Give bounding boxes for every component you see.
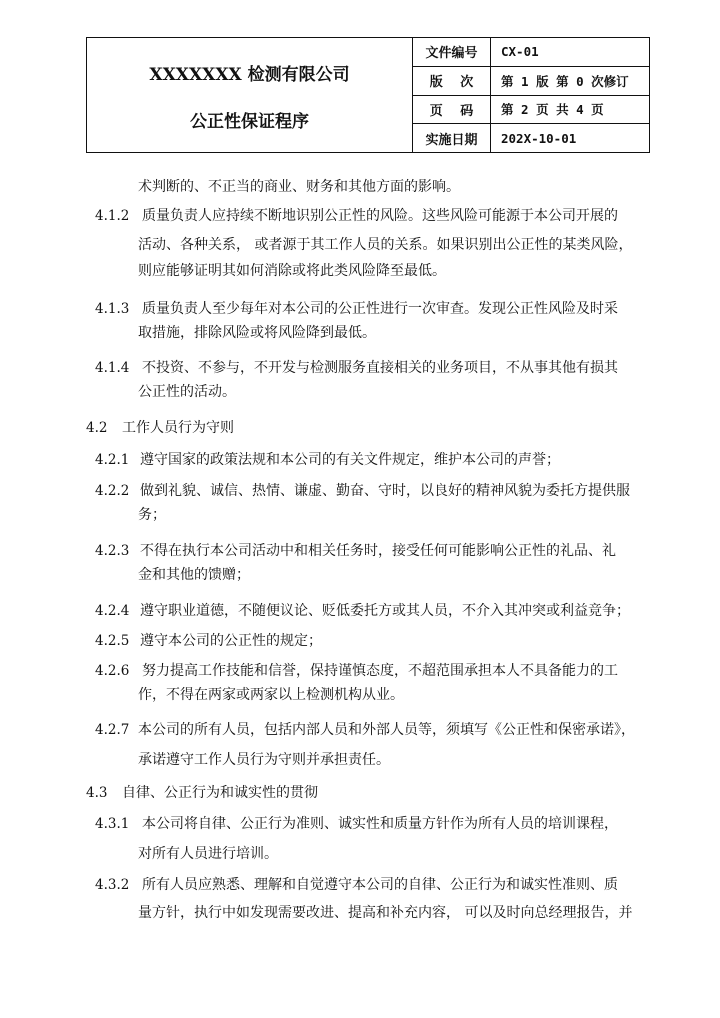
section-number: 4.2 bbox=[86, 420, 108, 436]
clause-text-line: 金和其他的馈赠； bbox=[138, 567, 250, 583]
clause-text-line: 公正性的活动。 bbox=[138, 384, 236, 400]
header-key: 版 次 bbox=[413, 67, 491, 95]
header-key: 文件编号 bbox=[413, 38, 491, 66]
clause-number: 4.1.3 bbox=[95, 301, 130, 317]
clause-text-line: 不得在执行本公司活动中和相关任务时，接受任何可能影响公正性的礼品、礼 bbox=[140, 543, 616, 559]
header-title-cell bbox=[87, 38, 413, 152]
section-number: 4.3 bbox=[86, 785, 108, 801]
section-heading: 工作人员行为守则 bbox=[122, 420, 234, 436]
clause-text-line: 对所有人员进行培训。 bbox=[138, 846, 278, 862]
clause-text-line: 不投资、不参与，不开发与检测服务直接相关的业务项目，不从事其他有损其 bbox=[142, 360, 618, 376]
header-row-page bbox=[413, 96, 649, 125]
clause-number: 4.2.6 bbox=[95, 663, 130, 679]
clause-number: 4.2.4 bbox=[95, 603, 130, 619]
clause-number: 4.2.2 bbox=[95, 483, 130, 499]
clause-text-line: 本公司将自律、公正行为准则、诚实性和质量方针作为所有人员的培训课程， bbox=[142, 816, 618, 832]
section-heading: 自律、公正行为和诚实性的贯彻 bbox=[122, 785, 318, 801]
header-row-effective-date bbox=[413, 124, 649, 152]
clause-number: 4.3.1 bbox=[95, 816, 130, 832]
document-title: 公正性保证程序 bbox=[190, 112, 309, 132]
clause-text-line: 务； bbox=[138, 507, 166, 523]
header-row-doc-number bbox=[413, 38, 649, 67]
clause-text-line: 则应能够证明其如何消除或将此类风险降至最低。 bbox=[138, 263, 446, 279]
clause-text-line: 遵守国家的政策法规和本公司的有关文件规定，维护本公司的声誉； bbox=[140, 452, 560, 468]
company-name: XXXXXXX 检测有限公司 bbox=[149, 65, 350, 85]
clause-text-line: 本公司的所有人员，包括内部人员和外部人员等，须填写《公正性和保密承诺》， bbox=[138, 722, 635, 738]
clause-text-line: 遵守职业道德，不随便议论、贬低委托方或其人员，不介入其冲突或利益竞争； bbox=[140, 603, 630, 619]
header-key: 页 码 bbox=[413, 96, 491, 124]
clause-text-line: 活动、各种关系， 或者源于其工作人员的关系。如果识别出公正性的某类风险， bbox=[138, 237, 633, 253]
document-header-table bbox=[86, 37, 650, 153]
clause-text-line: 作，不得在两家或两家以上检测机构从业。 bbox=[138, 687, 404, 703]
clause-number: 4.1.2 bbox=[95, 208, 130, 224]
clause-text-line: 遵守本公司的公正性的规定； bbox=[140, 633, 322, 649]
clause-text-line: 取措施，排除风险或将风险降到最低。 bbox=[138, 325, 376, 341]
clause-text-line: 量方针，执行中如发现需要改进、提高和补充内容， 可以及时向总经理报告，并 bbox=[138, 905, 633, 921]
clause-text-line: 做到礼貌、诚信、热情、谦虚、勤奋、守时，以良好的精神风貌为委托方提供服 bbox=[140, 483, 630, 499]
clause-text-line: 质量负责人至少每年对本公司的公正性进行一次审查。发现公正性风险及时采 bbox=[142, 301, 618, 317]
header-row-edition bbox=[413, 67, 649, 96]
clause-text-line: 努力提高工作技能和信誉，保持谨慎态度，不超范围承担本人不具备能力的工 bbox=[142, 663, 618, 679]
header-value: CX-01 bbox=[501, 44, 539, 60]
clause-text-line: 质量负责人应持续不断地识别公正性的风险。这些风险可能源于本公司开展的 bbox=[142, 208, 618, 224]
clause-number: 4.2.5 bbox=[95, 633, 130, 649]
header-value: 第 2 页 共 4 页 bbox=[501, 102, 604, 118]
clause-number: 4.2.1 bbox=[95, 452, 130, 468]
header-key: 实施日期 bbox=[413, 124, 491, 152]
clause-number: 4.2.7 bbox=[95, 722, 130, 738]
clause-number: 4.3.2 bbox=[95, 877, 130, 893]
clause-number: 4.1.4 bbox=[95, 360, 130, 376]
clause-number: 4.2.3 bbox=[95, 543, 130, 559]
clause-text-line: 所有人员应熟悉、理解和自觉遵守本公司的自律、公正行为和诚实性准则、质 bbox=[142, 877, 618, 893]
header-value: 第 1 版 第 0 次修订 bbox=[501, 73, 629, 89]
continued-text-line: 术判断的、不正当的商业、财务和其他方面的影响。 bbox=[138, 179, 460, 195]
header-value: 202X-10-01 bbox=[501, 130, 577, 146]
clause-text-line: 承诺遵守工作人员行为守则并承担责任。 bbox=[138, 752, 390, 768]
header-meta-cells bbox=[413, 38, 649, 152]
